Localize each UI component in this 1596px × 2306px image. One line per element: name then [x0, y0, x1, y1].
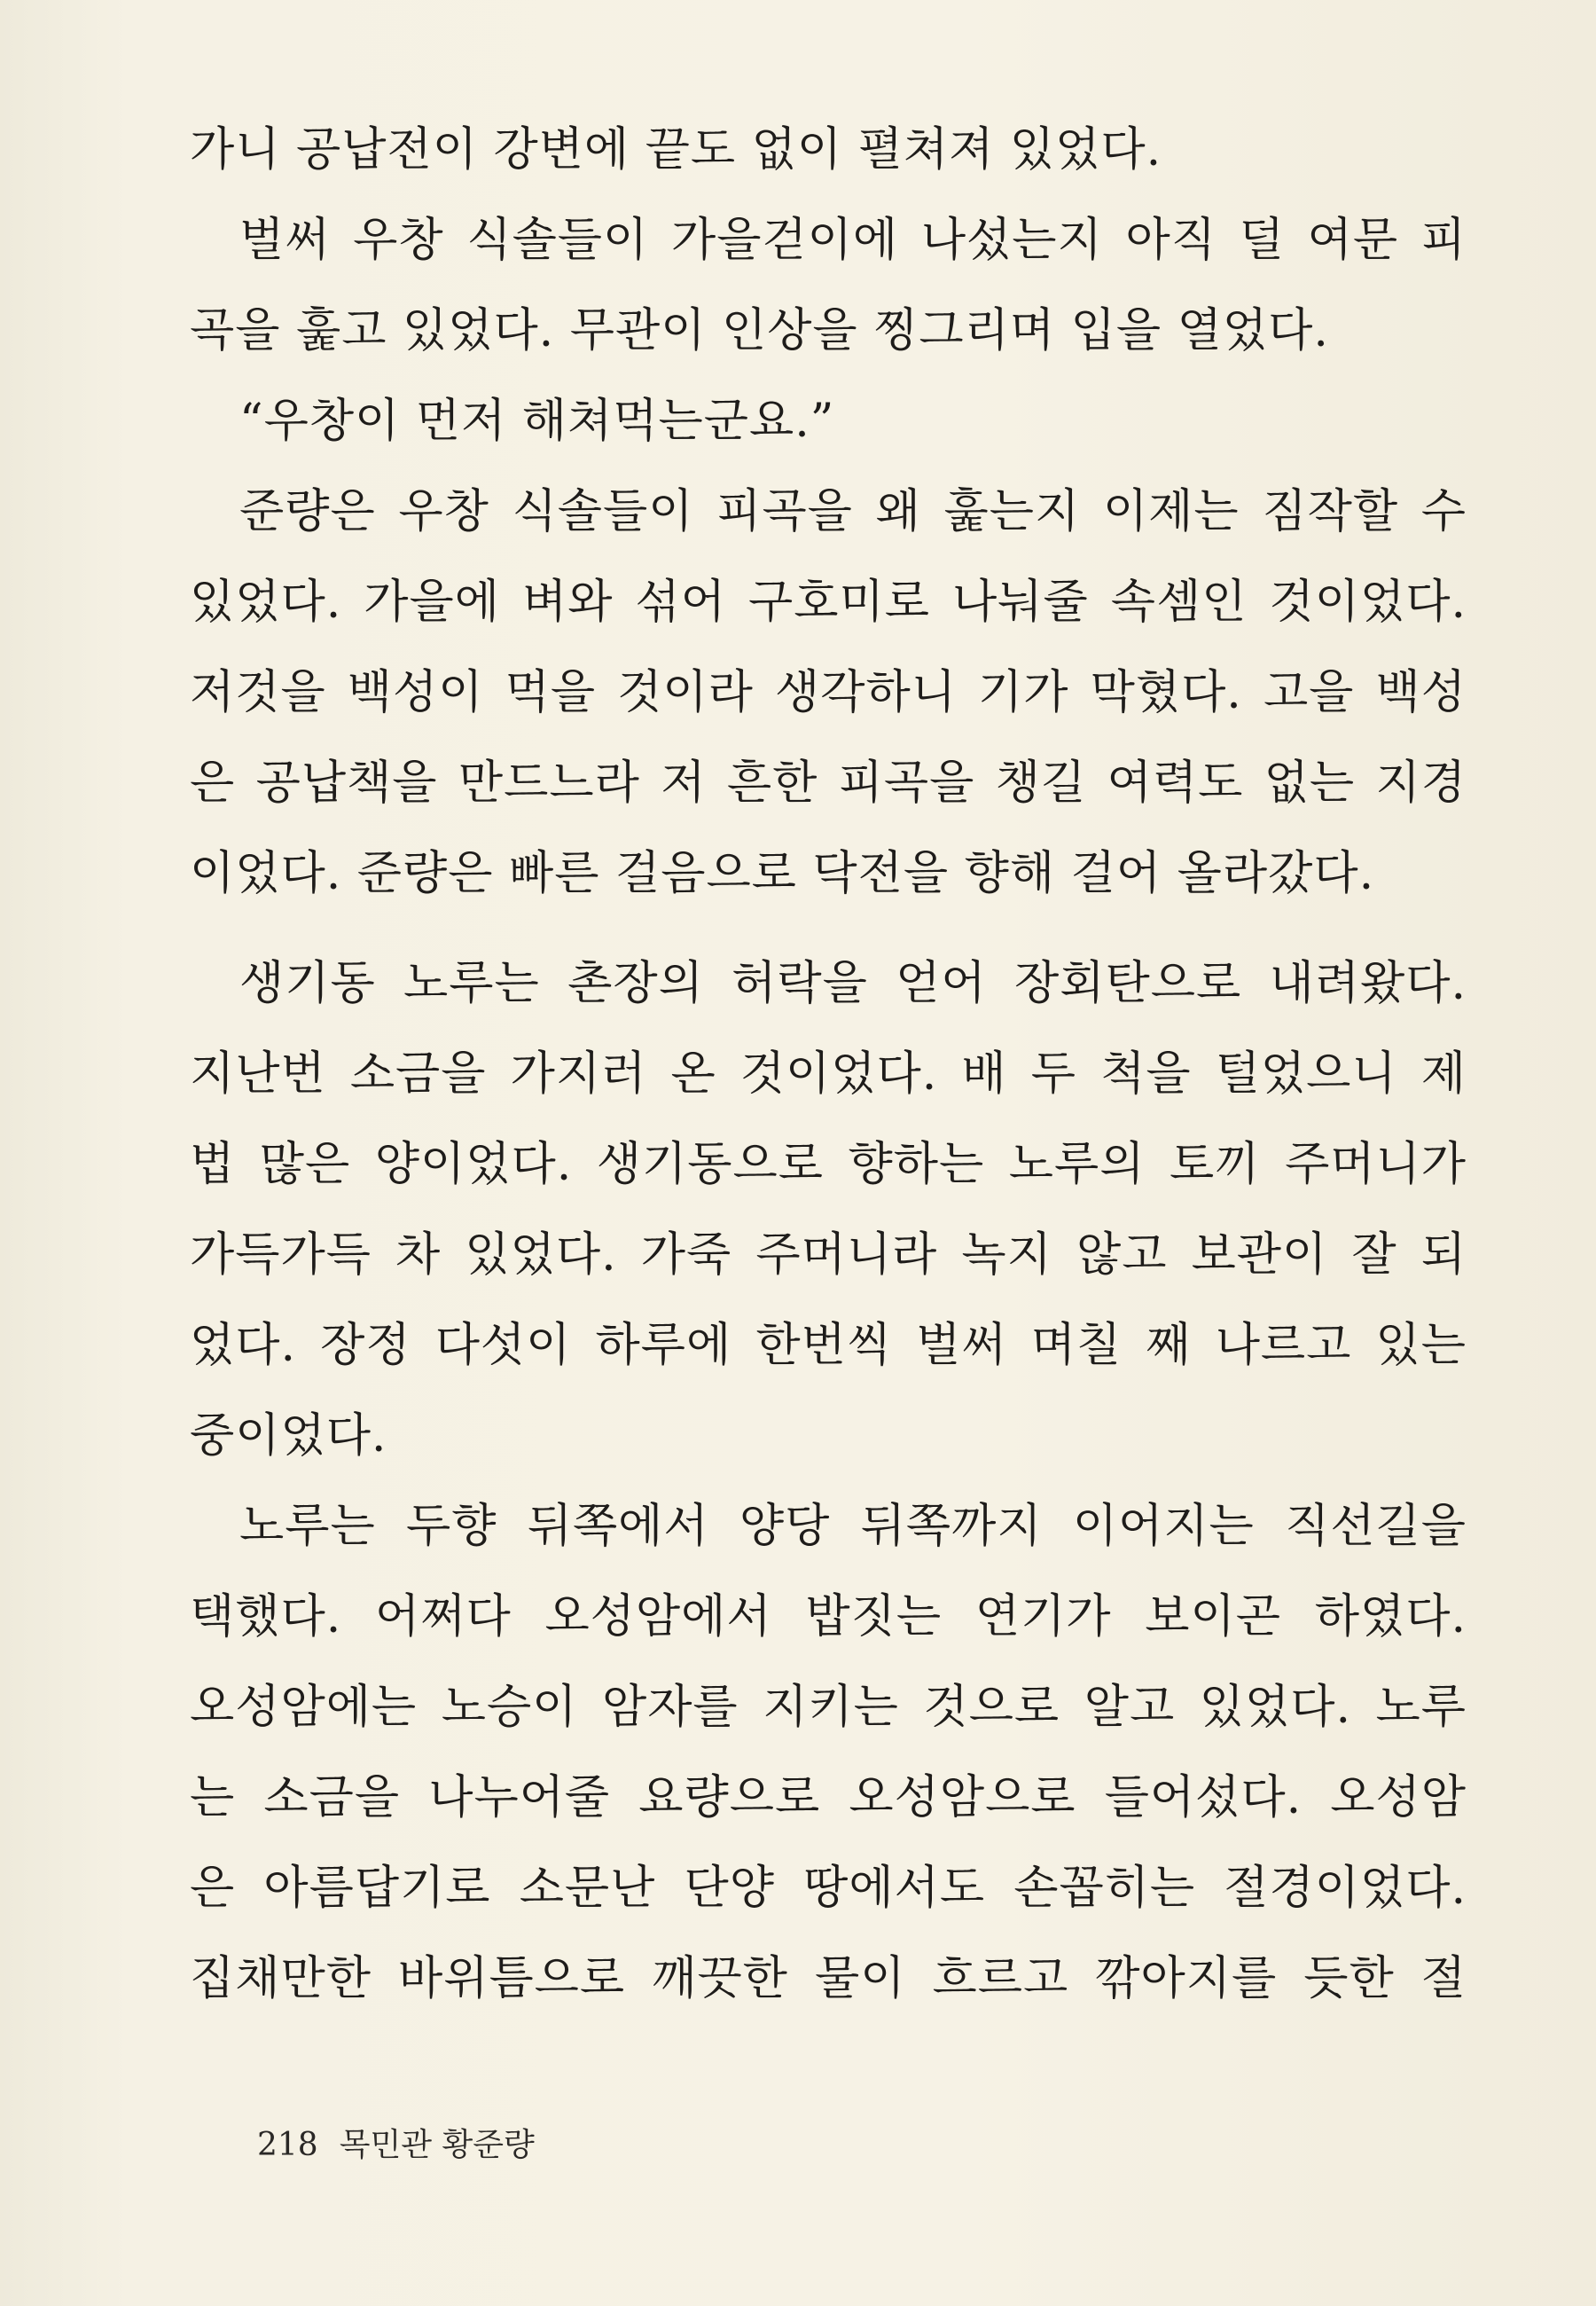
running-title: 목민관 황준량 [339, 2127, 535, 2163]
body-text [190, 105, 1467, 2024]
text-line: 저것을 백성이 먹을 것이라 생각하니 기가 막혔다. 고을 백성 [190, 666, 1467, 719]
text-line: 가니 공납전이 강변에 끝도 없이 펼쳐져 있었다. [190, 123, 1162, 176]
text-line: 중이었다. [190, 1409, 387, 1463]
page-footer [257, 2120, 535, 2165]
text-line: 택했다. 어쩌다 오성암에서 밥짓는 연기가 보이곤 하였다. [190, 1590, 1467, 1643]
text-line: 벌써 우창 식솔들이 가을걷이에 나섰는지 아직 덜 여문 피 [239, 214, 1467, 267]
text-line: 집채만한 바위틈으로 깨끗한 물이 흐르고 깎아지를 듯한 절 [190, 1952, 1467, 2005]
text-line: 생기동 노루는 촌장의 허락을 얻어 장회탄으로 내려왔다. [239, 957, 1467, 1010]
text-line: 준량은 우창 식솔들이 피곡을 왜 훑는지 이제는 짐작할 수 [239, 485, 1467, 538]
page-number: 218 [257, 2127, 318, 2163]
text-line: 었다. 장정 다섯이 하루에 한번씩 벌써 며칠 째 나르고 있는 [190, 1319, 1467, 1372]
text-line: 법 많은 양이었다. 생기동으로 향하는 노루의 토끼 주머니가 [190, 1138, 1467, 1191]
text-line: 있었다. 가을에 벼와 섞어 구호미로 나눠줄 속셈인 것이었다. [190, 576, 1467, 629]
text-line: 곡을 훑고 있었다. 무관이 인상을 찡그리며 입을 열었다. [190, 304, 1329, 357]
text-line: 은 아름답기로 소문난 단양 땅에서도 손꼽히는 절경이었다. [190, 1862, 1467, 1915]
dialogue-line: “우창이 먼저 해쳐먹는군요.” [239, 395, 835, 448]
text-line: 오성암에는 노승이 암자를 지키는 것으로 알고 있었다. 노루 [190, 1681, 1467, 1734]
section-break [190, 919, 1467, 938]
text-line: 는 소금을 나누어줄 요량으로 오성암으로 들어섰다. 오성암 [190, 1771, 1467, 1824]
text-line: 은 공납책을 만드느라 저 흔한 피곡을 챙길 여력도 없는 지경 [190, 757, 1467, 810]
text-line: 노루는 두향 뒤쪽에서 양당 뒤쪽까지 이어지는 직선길을 [239, 1500, 1467, 1553]
text-line: 지난번 소금을 가지러 온 것이었다. 배 두 척을 털었으니 제 [190, 1047, 1467, 1101]
text-line: 가득가득 차 있었다. 가죽 주머니라 녹지 않고 보관이 잘 되 [190, 1228, 1467, 1282]
text-line: 이었다. 준량은 빠른 걸음으로 닥전을 향해 걸어 올라갔다. [190, 847, 1375, 900]
